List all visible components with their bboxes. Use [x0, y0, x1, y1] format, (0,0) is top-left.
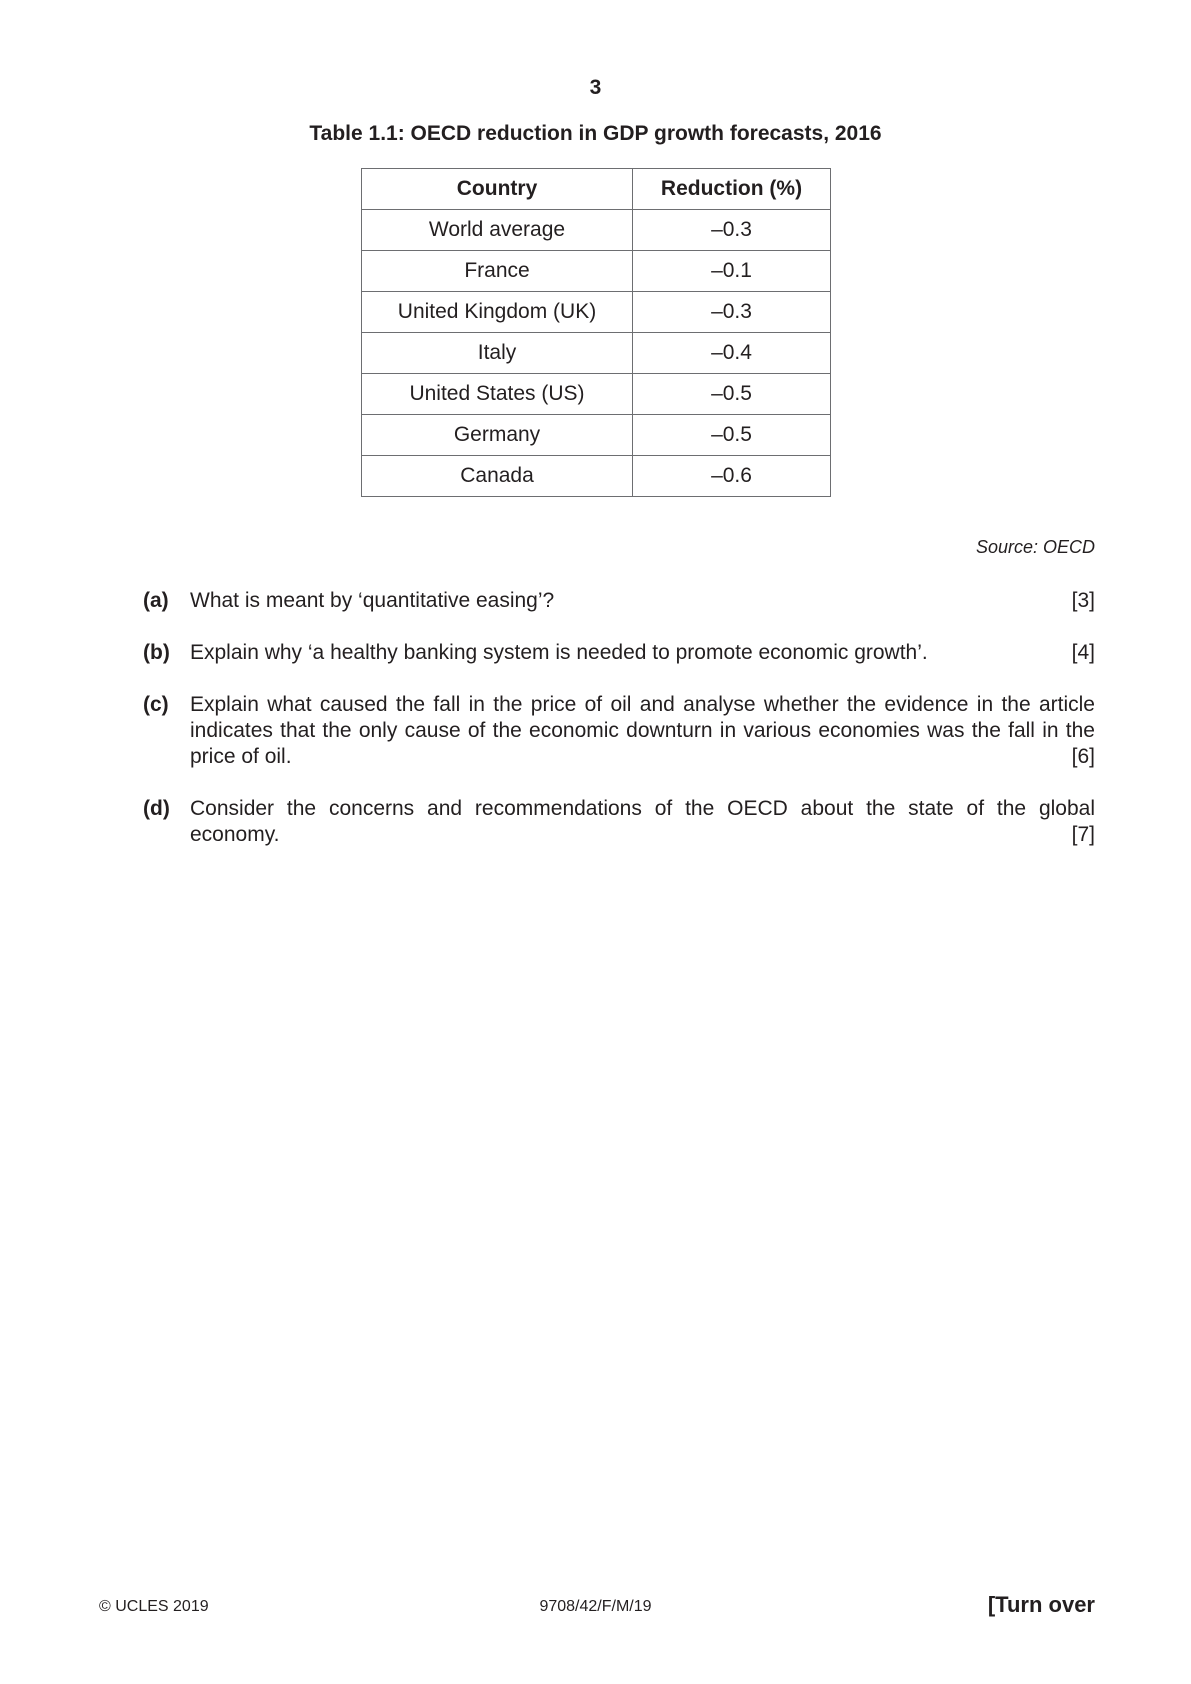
- question-marks: [4]: [1071, 641, 1095, 664]
- country-cell: United States (US): [362, 374, 633, 415]
- question-d: [143, 796, 1095, 848]
- column-header-country: Country: [362, 169, 633, 210]
- question-text: What is meant by ‘quantitative easing’?: [190, 589, 555, 612]
- table-row: [362, 374, 831, 415]
- country-cell: Canada: [362, 456, 633, 497]
- gdp-forecast-table: [361, 168, 831, 497]
- footer-paper-code: 9708/42/F/M/19: [539, 1598, 652, 1615]
- question-text: Explain why ‘a healthy banking system is needed to promote economic growth’.: [190, 641, 928, 664]
- table-row: [362, 251, 831, 292]
- reduction-cell: –0.3: [633, 292, 831, 333]
- country-cell: France: [362, 251, 633, 292]
- page-number: 3: [589, 76, 602, 99]
- table-title: Table 1.1: OECD reduction in GDP growth forecasts, 2016: [309, 122, 882, 145]
- table-row: [362, 333, 831, 374]
- table-header-row: [362, 169, 831, 210]
- question-b: [143, 640, 1095, 666]
- country-cell: World average: [362, 210, 633, 251]
- question-marks: [6]: [1071, 745, 1095, 768]
- question-label: (c): [143, 693, 169, 716]
- question-text: Explain what caused the fall in the price of oil and analyse whether the evidence in the article indicates that the only cause of the economic downturn in various economies was the fall in the price of oil.: [190, 693, 1095, 768]
- table-source: Source: OECD: [975, 537, 1095, 557]
- reduction-cell: –0.1: [633, 251, 831, 292]
- question-marks: [7]: [1071, 823, 1095, 846]
- table-row: [362, 210, 831, 251]
- reduction-cell: –0.4: [633, 333, 831, 374]
- question-label: (d): [143, 797, 170, 820]
- question-a: [143, 588, 1095, 614]
- column-header-reduction: Reduction (%): [633, 169, 831, 210]
- reduction-cell: –0.5: [633, 374, 831, 415]
- country-cell: Germany: [362, 415, 633, 456]
- question-marks: [3]: [1071, 589, 1095, 612]
- question-text: Consider the concerns and recommendations of the OECD about the state of the global economy.: [190, 797, 1095, 846]
- country-cell: United Kingdom (UK): [362, 292, 633, 333]
- country-cell: Italy: [362, 333, 633, 374]
- footer-turn-over: [Turn over: [987, 1592, 1095, 1617]
- question-c: [143, 692, 1095, 770]
- question-label: (b): [143, 641, 170, 664]
- table-row: [362, 415, 831, 456]
- reduction-cell: –0.6: [633, 456, 831, 497]
- reduction-cell: –0.3: [633, 210, 831, 251]
- footer-copyright: © UCLES 2019: [99, 1598, 209, 1615]
- reduction-cell: –0.5: [633, 415, 831, 456]
- question-label: (a): [143, 589, 169, 612]
- table-row: [362, 292, 831, 333]
- table-row: [362, 456, 831, 497]
